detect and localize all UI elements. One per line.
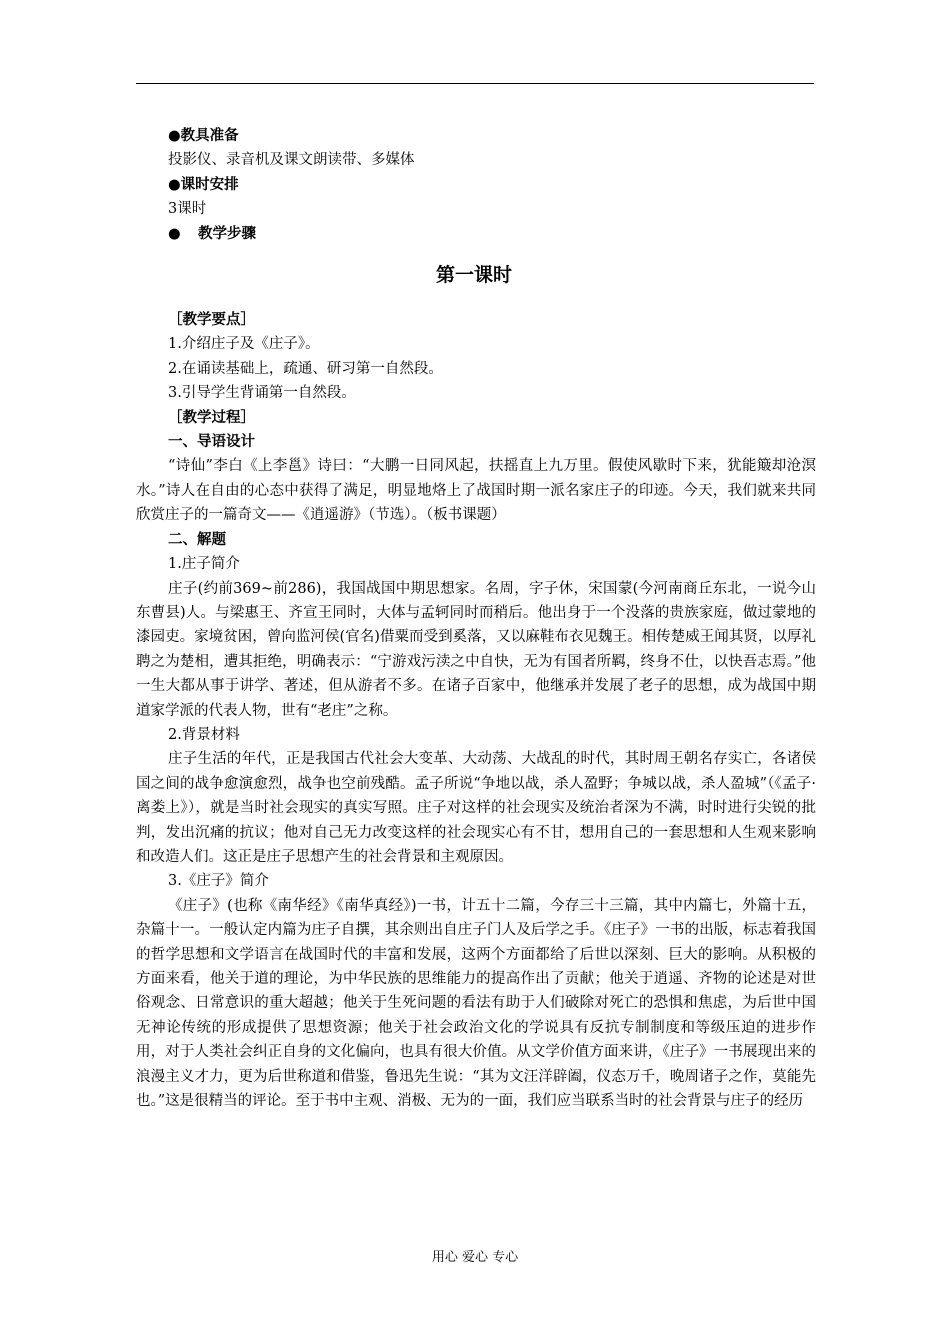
heading-equipment: ●教具准备	[168, 128, 239, 144]
lesson-title: 第一课时	[435, 264, 512, 287]
sub1-paragraph: 庄子(约前369~前286)，我国战国中期思想家。名周，字子休，宋国蒙(今河南商丘东北，一说今山东曹县)人。与梁惠王、齐宣王同时，大体与孟轲同时而稍后。他出身于一个没落的贵族家庭，做过蒙地的漆园吏。家境贫困，曾向监河侯(官名)借粟而受到奚落，又以麻鞋布衣见魏王。相传楚威王闻其贤，以厚礼聘之为楚相，遭其拒绝，明确表示：“宁游戏污渎之中自快，无为有国者所羁，终身不仕，以快吾志焉。”他一生大都从事于讲学、著述，但从游者不多。在诸子百家中，他继承并发展了老子的思想，成为战国中期道家学派的代表人物，世有“老庄”之称。	[136, 580, 816, 719]
equipment-text: 投影仪、录音机及课文朗读带、多媒体	[168, 152, 415, 169]
heading-steps-label: 教学步骤	[198, 225, 256, 242]
sub2-paragraph: 庄子生活的年代，正是我国古代社会大变革、大动荡、大战乱的时代，其时周王朝名存实亡，各诸侯国之间的战争愈演愈烈，战争也空前残酷。孟子所说“争地以战，杀人盈野；争城以战，杀人盈城”（《孟子·离娄上》），就是当时社会现实的真实写照。庄子对这样的社会现实及统治者深为不满，时时进行尖锐的批判，发出沉痛的抗议；他对自己无力改变这样的社会现实心有不甘，想用自己的一套思想和人生观来影响和改造人们。这正是庄子思想产生的社会背景和主观原因。	[136, 751, 816, 865]
sub2-heading: 2.背景材料	[168, 726, 240, 743]
key-point-item: 1.介绍庄子及《庄子》。	[168, 336, 320, 353]
heading-steps	[168, 222, 816, 246]
section1-paragraph: “诗仙”李白《上李邕》诗曰：“大鹏一日同风起，扶摇直上九万里。假使风歇时下来，犹能簸却沧溟水。”诗人在自由的心态中获得了满足，明显地烙上了战国时期一派名家庄子的印迹。今天，我们就来共同欣赏庄子的一篇奇文——《逍遥游》（节选）。（板书课题）	[136, 458, 816, 524]
header-rule	[136, 83, 814, 84]
key-point-item: 2.在诵读基础上，疏通、研习第一自然段。	[168, 360, 443, 377]
key-point-item: 3.引导学生背诵第一自然段。	[168, 385, 356, 402]
page-footer: 用心 爱心 专心	[431, 1250, 519, 1265]
heading-schedule: ●课时安排	[168, 176, 239, 193]
sub1-heading: 1.庄子简介	[168, 556, 240, 573]
process-heading: ［教学过程］	[168, 409, 255, 426]
section2-heading: 二、解题	[168, 531, 226, 548]
sub3-heading: 3.《庄子》简介	[168, 873, 269, 890]
bullet-icon: ●	[168, 225, 181, 242]
schedule-text: 3课时	[168, 201, 207, 218]
sub3-paragraph: 《庄子》(也称《南华经》《南华真经》)一书，计五十二篇，今存三十三篇，其中内篇七，外篇十五，杂篇十一。一般认定内篇为庄子自撰，其余则出自庄子门人及后学之手。《庄子》一书的出版，标志着我国的哲学思想和文学语言在战国时代的丰富和发展，这两个方面都给了后世以深刻、巨大的影响。从积极的方面来看，他关于道的理论，为中华民族的思维能力的提高作出了贡献；他关于逍遥、齐物的论述是对世俗观念、日常意识的重大超越；他关于生死问题的看法有助于人们破除对死亡的恐惧和焦虑，为后世中国无神论传统的形成提供了思想资源；他关于社会政治文化的学说具有反抗专制制度和等级压迫的进步作用，对于人类社会纠正自身的文化偏向，也具有很大价值。从文学价值方面来讲，《庄子》一书展现出来的浪漫主义才力，更为后世称道和借鉴，鲁迅先生说：“其为文汪洋辟阖，仪态万千，晚周诸子之作，莫能先也。”这是很精当的评论。至于书中主观、消极、无为的一面，我们应当联系当时的社会背景与庄子的经历	[136, 897, 816, 1110]
document-body	[136, 124, 816, 1113]
key-points-heading: ［教学要点］	[168, 312, 255, 329]
section1-heading: 一、导语设计	[168, 434, 255, 451]
